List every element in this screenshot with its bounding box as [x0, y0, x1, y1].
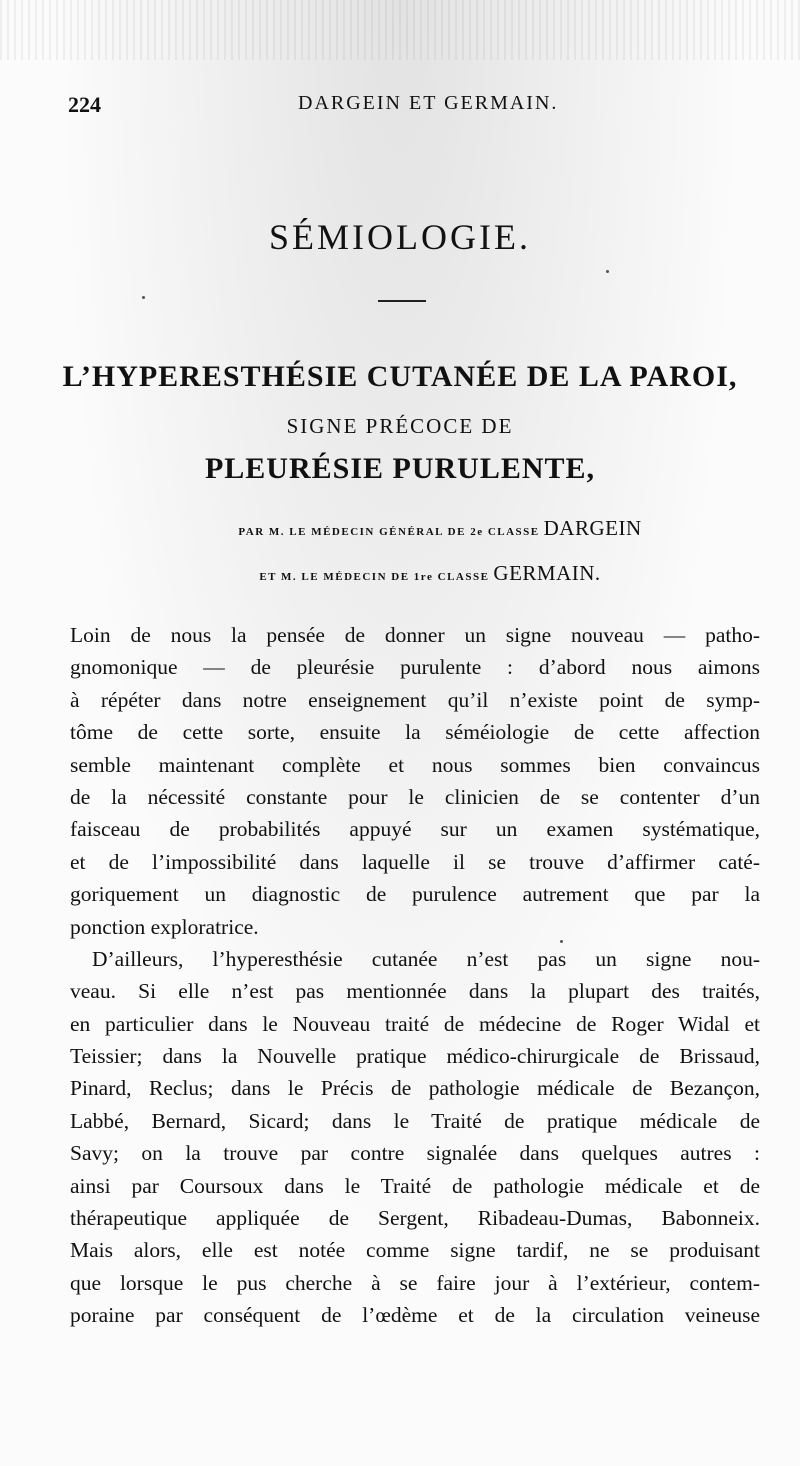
section-title: SÉMIOLOGIE. — [269, 217, 531, 257]
body-line: Mais alors, elle est notée comme signe tardif, ne se produisant — [70, 1238, 760, 1263]
body-line: veau. Si elle n’est pas mentionnée dans la plupart des traités, — [70, 979, 760, 1004]
article-title-line-1: L’HYPERESTHÉSIE CUTANÉE DE LA PAROI, — [62, 360, 738, 393]
body-line: ponction exploratrice. — [70, 914, 259, 939]
body-line: Labbé, Bernard, Sicard; dans le Traité de pratique médicale de — [70, 1108, 760, 1133]
running-title: DARGEIN ET GERMAIN. — [298, 92, 559, 114]
scan-speck — [142, 296, 145, 299]
article-title-line-3: PLEURÉSIE PURULENTE, — [204, 452, 596, 485]
body-line: thérapeutique appliquée de Sergent, Ribadeau-Dumas, Babonneix. — [70, 1206, 760, 1231]
body-line: de la nécessité constante pour le clinicien de se contenter d’un — [70, 784, 760, 809]
byline-1-name: DARGEIN — [543, 516, 642, 540]
body-line: semble maintenant complète et nous sommes bien convaincus — [70, 752, 760, 777]
body-line: D’ailleurs, l’hyperesthésie cutanée n’est pas un signe nou- — [92, 946, 760, 971]
body-line: poraine par conséquent de l’œdème et de la circulation veineuse — [70, 1303, 760, 1328]
running-head — [68, 92, 740, 122]
title-divider — [378, 300, 426, 302]
body-line: tôme de cette sorte, ensuite la séméiologie de cette affection — [70, 720, 760, 745]
scan-noise — [0, 0, 800, 60]
body-line: à répéter dans notre enseignement qu’il n’existe point de symp- — [70, 687, 760, 712]
body-line: et de l’impossibilité dans laquelle il se trouve d’affirmer caté- — [70, 849, 760, 874]
byline-1 — [40, 516, 800, 541]
scan-speck — [606, 270, 609, 273]
body-line: gnomonique — de pleurésie purulente : d’abord nous aimons — [70, 655, 760, 680]
body-line: Loin de nous la pensée de donner un signe nouveau — patho- — [70, 623, 760, 647]
body-line: Pinard, Reclus; dans le Précis de pathologie médicale de Bezançon, — [70, 1076, 760, 1101]
body-line: faisceau de probabilités appuyé sur un examen systématique, — [70, 817, 760, 842]
body-text — [70, 619, 760, 1332]
byline-1-prefix: PAR M. LE MÉDECIN GÉNÉRAL DE 2e CLASSE — [238, 526, 540, 538]
body-line: Savy; on la trouve par contre signalée dans quelques autres : — [70, 1141, 760, 1166]
body-line: en particulier dans le Nouveau traité de médecine de Roger Widal et — [70, 1011, 760, 1036]
body-line: que lorsque le pus cherche à se faire jour à l’extérieur, contem- — [70, 1270, 760, 1295]
body-line: goriquement un diagnostic de purulence autrement que par la — [70, 882, 760, 907]
article-title-line-2: SIGNE PRÉCOCE DE — [286, 414, 514, 438]
scan-speck — [560, 940, 563, 943]
byline-2-name: GERMAIN. — [493, 561, 601, 585]
byline-2 — [30, 561, 800, 586]
page-number: 224 — [68, 92, 101, 117]
body-line: ainsi par Coursoux dans le Traité de pathologie médicale et de — [70, 1173, 760, 1198]
byline-2-prefix: ET M. LE MÉDECIN DE 1re CLASSE — [259, 571, 490, 583]
body-line: Teissier; dans la Nouvelle pratique médico-chirurgicale de Brissaud, — [70, 1044, 760, 1069]
